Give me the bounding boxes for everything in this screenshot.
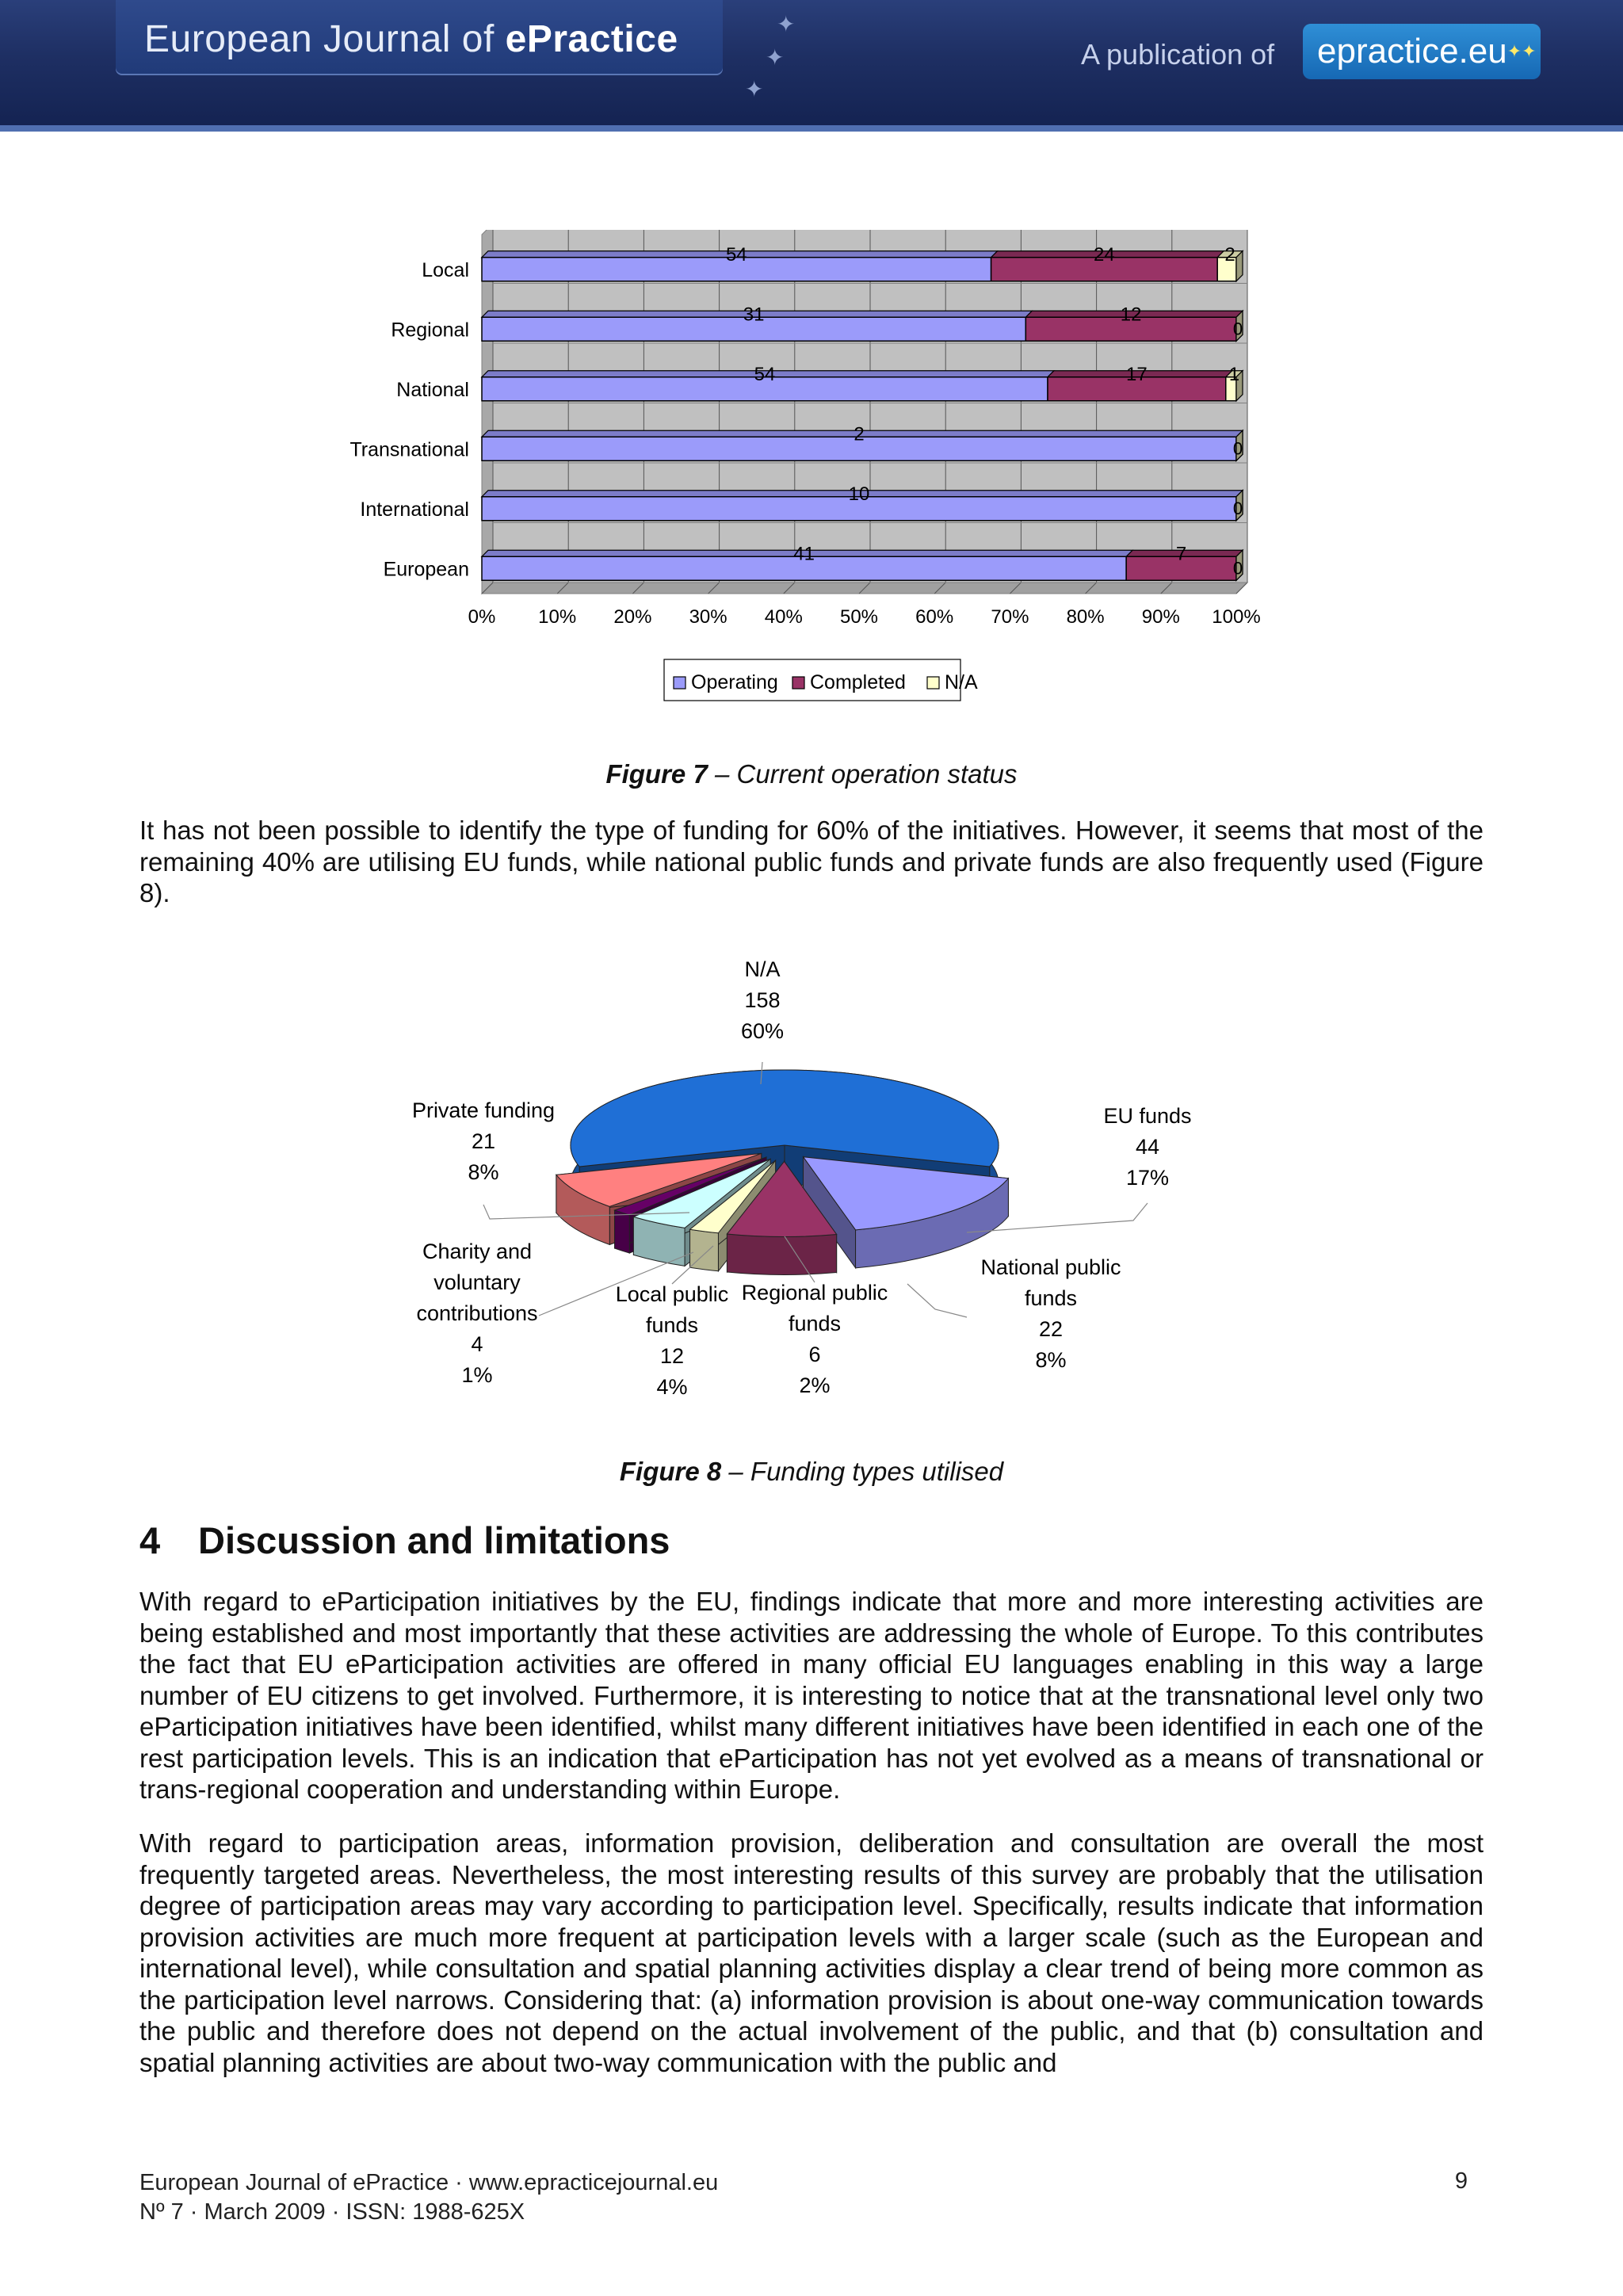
data-label: 2 <box>1224 243 1235 266</box>
pie-slice-label: 8% <box>468 1160 499 1184</box>
footer-journal-line: European Journal of ePractice · www.epracticejournal.eu <box>139 2170 719 2195</box>
pie-slice-label: 17% <box>1125 1166 1170 1190</box>
x-tick-label: 60% <box>915 606 954 628</box>
x-tick-label: 80% <box>1066 606 1105 628</box>
figure8-caption: Figure 8 – Funding types utilised <box>619 1457 1004 1486</box>
data-label-zero: 0 <box>1232 498 1243 518</box>
data-label-zero: 0 <box>1232 319 1243 339</box>
page-number: 9 <box>1454 2168 1468 2194</box>
pie-slice-label: 44 <box>1135 1135 1160 1159</box>
paragraph-funding: It has not been possible to identify the type of funding for 60% of the initiatives. However, it seems that most of the remaining 40% are utilising EU funds, while national public funds and private funds are also frequently used (Figure 8). <box>139 816 1484 907</box>
pie-slice-label: 60% <box>740 1019 785 1043</box>
data-label: 54 <box>754 363 776 385</box>
legend-label: Completed <box>810 671 906 693</box>
data-label: 24 <box>1094 243 1115 266</box>
pie-slice-rim <box>727 1234 836 1274</box>
pie-slice-label: funds <box>1024 1286 1078 1310</box>
pie-slice-label: 12 <box>659 1344 685 1368</box>
paragraph-eu-initiatives: With regard to eParticipation initiatives by the EU, findings indicate that more and more interesting activities are being established and most importantly that these activities are addressing the whole of Europe. To this contributes the fact that EU eParticipation activities are offered in many official EU languages enabling in this way a large number of EU citizens to get involved. Furthermore, it is interesting to notice that at the transnational level only two eParticipation initiatives have been identified, whilst many different initiatives have been identified in each one of the rest participation levels. This is an indication that eParticipation has not yet evolved as a means of transnational or trans-regional cooperation and understanding within Europe. <box>139 1587 1484 1804</box>
pie-slice-label: National public <box>980 1255 1121 1279</box>
star-icon: ✦ <box>745 77 764 101</box>
label-leader-line <box>907 1284 967 1317</box>
journal-title-tab <box>116 0 723 75</box>
legend-label: Operating <box>691 671 778 693</box>
data-label: 31 <box>743 304 765 326</box>
category-label: Regional <box>391 319 469 342</box>
category-label: Local <box>422 258 469 281</box>
data-label: 7 <box>1175 543 1187 565</box>
epractice-logo[interactable]: epractice.eu✦✦ <box>1303 24 1541 79</box>
data-label-zero: 0 <box>1232 438 1243 459</box>
data-label: 1 <box>1228 363 1240 385</box>
paragraph-participation-areas: With regard to participation areas, information provision, deliberation and consultation are overall the most frequently targeted areas. Nevertheless, the most interesting results of this survey are probably that the utilisation degree of participation areas may vary according to participation level. Specifically, results indicate that information provision activities are much more frequent at participation levels with a larger scale (such as the European and international level), while consultation and spatial planning activities display a clear trend of being more common as the participation level narrows. Considering that: (a) information provision is about one-way communication towards the public and therefore does not depend on the actual involvement of the public, and that (b) consultation and spatial planning activities are about two-way communication with the public and <box>139 1828 1484 2077</box>
legend-swatch <box>927 677 939 689</box>
page-footer <box>139 2168 718 2227</box>
pie-slice-label: Local public <box>615 1282 729 1306</box>
journal-title: European Journal of ePractice <box>144 18 678 60</box>
x-tick-label: 30% <box>689 606 727 628</box>
data-label: 10 <box>848 483 870 505</box>
legend-swatch <box>674 677 685 689</box>
x-tick-label: 40% <box>764 606 803 628</box>
category-label: International <box>360 498 469 521</box>
data-label: 12 <box>1120 304 1142 326</box>
section-heading <box>139 1519 670 1562</box>
pie-slice-label: 4 <box>471 1332 483 1356</box>
x-tick-label: 10% <box>538 606 577 628</box>
category-label: European <box>383 558 469 581</box>
data-label: 54 <box>725 243 747 266</box>
data-label: 41 <box>793 543 815 565</box>
pie-slice-label: 21 <box>471 1129 496 1153</box>
pie-slice-label: 22 <box>1038 1317 1064 1341</box>
x-tick-label: 20% <box>613 606 652 628</box>
pie-slice-label: 8% <box>1035 1348 1067 1372</box>
pie-slice-label: 1% <box>461 1363 493 1387</box>
section-number: 4 <box>139 1519 161 1561</box>
publication-of-label: A publication of <box>1081 38 1275 71</box>
data-label-zero: 0 <box>1232 558 1243 579</box>
pie-slice-label: Regional public <box>741 1281 888 1305</box>
plot-side-wall <box>482 230 493 594</box>
pie-slice-rim <box>690 1229 719 1270</box>
x-tick-label: 100% <box>1212 606 1261 628</box>
pie-slice-label: funds <box>788 1312 842 1335</box>
star-icon: ✦ <box>766 45 785 70</box>
section-title: Discussion and limitations <box>198 1519 670 1561</box>
pie-slice-label: Charity and <box>422 1240 533 1263</box>
figure7-caption: Figure 7 – Current operation status <box>605 759 1018 789</box>
pie-slice-label: contributions <box>416 1301 538 1325</box>
legend-label: N/A <box>945 671 978 693</box>
pie-slice-label: 4% <box>656 1375 688 1399</box>
category-label: Transnational <box>349 438 469 461</box>
pie-slice-label: 158 <box>744 988 781 1012</box>
pie-slice-rim <box>615 1210 630 1253</box>
pie-slice-label: EU funds <box>1103 1104 1192 1128</box>
x-tick-label: 0% <box>468 606 496 628</box>
data-label: 17 <box>1126 363 1148 385</box>
star-icon: ✦ <box>777 12 796 36</box>
pie-slice-label: funds <box>645 1313 699 1337</box>
pie-slice-label: 2% <box>799 1373 831 1397</box>
footer-issue-line: Nº 7 · March 2009 · ISSN: 1988-625X <box>139 2199 525 2225</box>
x-tick-label: 50% <box>839 606 879 628</box>
x-tick-label: 70% <box>991 606 1029 628</box>
pie-slice-label: 6 <box>808 1343 821 1366</box>
pie-slice-label: N/A <box>744 957 781 981</box>
journal-banner <box>0 0 1623 132</box>
funding-types-pie-chart <box>380 951 1252 1442</box>
legend-swatch <box>792 677 804 689</box>
pie-slice-label: Private funding <box>411 1098 556 1122</box>
operation-status-bar-chart <box>333 230 1284 737</box>
x-tick-label: 90% <box>1141 606 1180 628</box>
pie-slice-label: voluntary <box>433 1270 521 1294</box>
data-label: 2 <box>854 423 865 445</box>
category-label: National <box>396 378 469 401</box>
